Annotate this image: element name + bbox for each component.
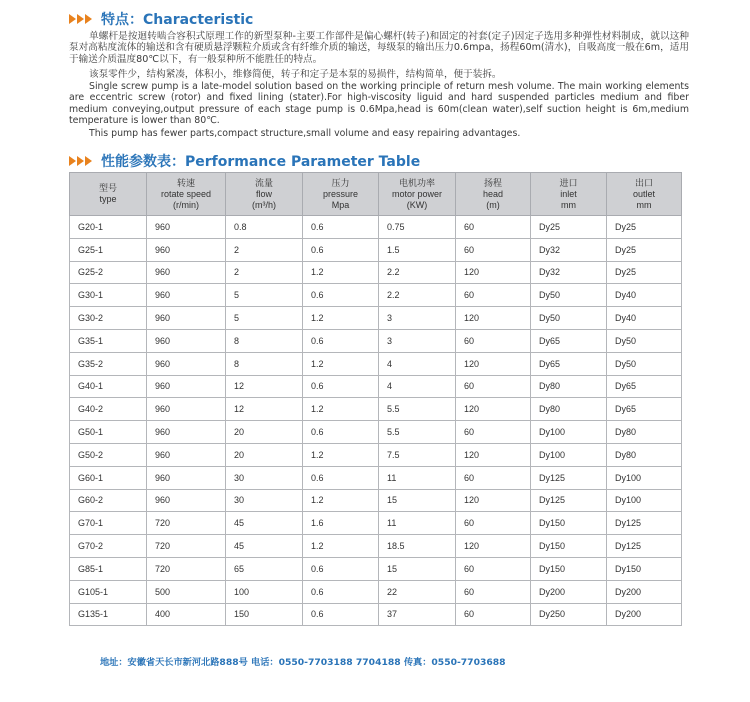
table-cell: 11	[379, 512, 456, 535]
description-text: 单螺杆是按迴转啮合容积式原理工作的新型泵种-主要工作部件是偏心螺杆(转子)和固定的衬套(定子)因定子选用多种弹性材料制成，就以这种泵对高粘度流体的输送和含有硬质悬浮颗粒介质或含有纤维介质的输送，每级泵的输出压力0.6mpa，扬程60m(清水)，自吸高度一般在6m，适用于输送介质温度80℃以下，有一般泵种所不能胜任的特点。	[69, 31, 689, 65]
table-cell: Dy25	[607, 261, 682, 284]
column-header-zh: 扬程	[483, 177, 502, 188]
table-cell: 500	[147, 580, 226, 603]
table-cell: G25-1	[70, 238, 147, 261]
table-row	[70, 261, 682, 284]
table-cell: 4	[379, 352, 456, 375]
table-cell: G40-1	[70, 375, 147, 398]
column-header	[70, 173, 147, 216]
column-header-en: outlet	[632, 188, 656, 199]
section-title: 特点：Characteristic	[101, 12, 254, 28]
column-header-en: motor power	[391, 188, 443, 199]
table-cell: 0.8	[226, 216, 303, 239]
table-cell: 0.6	[303, 238, 379, 261]
table-cell: 20	[226, 421, 303, 444]
table-cell: 1.2	[303, 443, 379, 466]
description-zh-1	[69, 31, 689, 65]
column-header	[147, 173, 226, 216]
table-cell: Dy150	[531, 512, 607, 535]
table-cell: G40-2	[70, 398, 147, 421]
table-cell: 2.2	[379, 284, 456, 307]
table-cell: Dy125	[607, 512, 682, 535]
table-cell: 5.5	[379, 421, 456, 444]
table-cell: Dy100	[531, 421, 607, 444]
table-cell: 960	[147, 398, 226, 421]
table-row	[70, 466, 682, 489]
table-cell: 1.2	[303, 261, 379, 284]
table-cell: 2	[226, 238, 303, 261]
table-cell: Dy80	[607, 421, 682, 444]
table-cell: 960	[147, 352, 226, 375]
table-cell: G85-1	[70, 557, 147, 580]
column-header-unit: mm	[561, 199, 576, 210]
table-cell: 12	[226, 398, 303, 421]
table-cell: 120	[456, 352, 531, 375]
column-header-unit: (m³/h)	[252, 199, 276, 210]
table-cell: 60	[456, 238, 531, 261]
table-cell: 60	[456, 603, 531, 626]
column-header-en: flow	[255, 188, 272, 199]
table-row	[70, 443, 682, 466]
column-header	[456, 173, 531, 216]
table-cell: 100	[226, 580, 303, 603]
table-body	[70, 216, 682, 626]
table-cell: Dy65	[607, 375, 682, 398]
table-cell: Dy150	[531, 535, 607, 558]
column-header-en: type	[99, 194, 117, 204]
table-cell: 120	[456, 398, 531, 421]
table-cell: 150	[226, 603, 303, 626]
table-cell: 0.6	[303, 603, 379, 626]
column-header	[303, 173, 379, 216]
table-cell: 960	[147, 238, 226, 261]
table-cell: 120	[456, 535, 531, 558]
description-text: This pump has fewer parts,compact structure,small volume and easy repairing advantages.	[89, 128, 521, 139]
table-cell: 960	[147, 443, 226, 466]
table-cell: 60	[456, 557, 531, 580]
column-header	[531, 173, 607, 216]
table-cell: 0.75	[379, 216, 456, 239]
table-cell: 5.5	[379, 398, 456, 421]
table-cell: 8	[226, 329, 303, 352]
table-cell: 11	[379, 466, 456, 489]
column-header-zh: 流量	[254, 177, 273, 188]
table-row	[70, 375, 682, 398]
column-header-en: rotate speed	[160, 188, 212, 199]
description-en-2	[69, 128, 689, 139]
table-cell: Dy40	[607, 284, 682, 307]
column-header-zh: 转速	[176, 177, 195, 188]
table-cell: Dy100	[607, 489, 682, 512]
table-cell: 60	[456, 466, 531, 489]
table-cell: 720	[147, 512, 226, 535]
column-header-zh: 进口	[559, 177, 578, 188]
table-cell: 960	[147, 375, 226, 398]
table-cell: Dy40	[607, 307, 682, 330]
table-cell: 5	[226, 307, 303, 330]
table-cell: 0.6	[303, 557, 379, 580]
table-cell: G50-2	[70, 443, 147, 466]
description-text: 该泵零件少，结构紧凑，体积小，维修简便，转子和定子是本泵的易损件，结构简单，便于装拆。	[89, 69, 502, 80]
table-cell: G50-1	[70, 421, 147, 444]
column-header-en: head	[482, 188, 504, 199]
table-cell: Dy100	[531, 443, 607, 466]
table-cell: Dy200	[607, 603, 682, 626]
table-cell: G70-2	[70, 535, 147, 558]
table-cell: G35-1	[70, 329, 147, 352]
double-arrow-icon	[69, 14, 93, 24]
table-cell: Dy125	[607, 535, 682, 558]
table-row	[70, 580, 682, 603]
table-cell: 60	[456, 329, 531, 352]
table-cell: 30	[226, 466, 303, 489]
table-cell: 120	[456, 443, 531, 466]
table-cell: 1.2	[303, 307, 379, 330]
table-cell: 0.6	[303, 580, 379, 603]
table-cell: Dy65	[531, 329, 607, 352]
table-cell: 960	[147, 329, 226, 352]
column-header-zh: 出口	[634, 177, 653, 188]
table-row	[70, 535, 682, 558]
table-row	[70, 421, 682, 444]
table-row	[70, 352, 682, 375]
table-cell: 720	[147, 535, 226, 558]
table-cell: 45	[226, 512, 303, 535]
column-header-unit: mm	[636, 199, 652, 210]
table-cell: 960	[147, 284, 226, 307]
column-header-unit: Mpa	[331, 199, 350, 210]
table-cell: 0.6	[303, 375, 379, 398]
table-cell: Dy25	[607, 238, 682, 261]
column-header-unit: (m)	[486, 199, 500, 210]
section-title: 性能参数表：Performance Parameter Table	[101, 154, 421, 170]
description-en-1	[69, 81, 689, 126]
table-cell: G60-1	[70, 466, 147, 489]
table-cell: Dy32	[531, 261, 607, 284]
double-arrow-icon	[69, 156, 93, 166]
table-cell: 0.6	[303, 216, 379, 239]
table-cell: 960	[147, 307, 226, 330]
table-cell: Dy50	[531, 307, 607, 330]
table-cell: 0.6	[303, 421, 379, 444]
table-cell: G70-1	[70, 512, 147, 535]
table-cell: 37	[379, 603, 456, 626]
table-cell: Dy80	[531, 398, 607, 421]
table-cell: 1.2	[303, 535, 379, 558]
table-cell: 15	[379, 557, 456, 580]
table-cell: 0.6	[303, 284, 379, 307]
table-cell: 8	[226, 352, 303, 375]
table-cell: Dy250	[531, 603, 607, 626]
column-header-zh: 型号	[98, 183, 117, 193]
table-cell: 400	[147, 603, 226, 626]
table-cell: 1.2	[303, 352, 379, 375]
column-header	[607, 173, 682, 216]
table-cell: 720	[147, 557, 226, 580]
table-cell: 2.2	[379, 261, 456, 284]
table-cell: G60-2	[70, 489, 147, 512]
table-cell: 60	[456, 512, 531, 535]
table-row	[70, 307, 682, 330]
table-cell: 3	[379, 329, 456, 352]
table-cell: 120	[456, 261, 531, 284]
table-cell: 3	[379, 307, 456, 330]
table-cell: Dy32	[531, 238, 607, 261]
column-header	[379, 173, 456, 216]
table-cell: Dy200	[607, 580, 682, 603]
table-cell: 60	[456, 284, 531, 307]
table-cell: 65	[226, 557, 303, 580]
table-cell: Dy80	[607, 443, 682, 466]
table-cell: 15	[379, 489, 456, 512]
column-header-en: pressure	[322, 188, 358, 199]
table-row	[70, 398, 682, 421]
table-cell: G35-2	[70, 352, 147, 375]
table-cell: Dy125	[531, 489, 607, 512]
table-cell: 45	[226, 535, 303, 558]
table-cell: 12	[226, 375, 303, 398]
table-cell: 1.6	[303, 512, 379, 535]
table-row	[70, 512, 682, 535]
table-cell: 60	[456, 375, 531, 398]
table-cell: 18.5	[379, 535, 456, 558]
table-cell: G25-2	[70, 261, 147, 284]
section-heading-performance	[69, 151, 420, 171]
table-cell: 30	[226, 489, 303, 512]
column-header-en: inlet	[560, 188, 577, 199]
table-row	[70, 238, 682, 261]
table-cell: G30-1	[70, 284, 147, 307]
table-cell: 1.2	[303, 489, 379, 512]
table-cell: 960	[147, 466, 226, 489]
column-header-unit: (r/min)	[173, 199, 199, 210]
table-cell: Dy150	[607, 557, 682, 580]
table-cell: 120	[456, 307, 531, 330]
section-heading-characteristic	[69, 9, 253, 29]
column-header-zh: 压力	[331, 177, 350, 188]
table-cell: Dy65	[531, 352, 607, 375]
table-cell: 60	[456, 421, 531, 444]
table-cell: 22	[379, 580, 456, 603]
table-cell: G105-1	[70, 580, 147, 603]
table-cell: 60	[456, 216, 531, 239]
table-cell: Dy25	[607, 216, 682, 239]
table-cell: Dy65	[607, 398, 682, 421]
table-cell: Dy150	[531, 557, 607, 580]
table-row	[70, 557, 682, 580]
table-cell: 120	[456, 489, 531, 512]
column-header-unit: (KW)	[406, 199, 428, 210]
table-cell: 20	[226, 443, 303, 466]
column-header	[226, 173, 303, 216]
table-cell: Dy200	[531, 580, 607, 603]
table-row	[70, 329, 682, 352]
table-cell: 5	[226, 284, 303, 307]
table-cell: 1.5	[379, 238, 456, 261]
description-text: Single screw pump is a late-model solution based on the working principle of return mesh volume. The main working elements are eccentric screw (rotor) and fixed lining (stater).For high-viscosity liguid and hard suspended particles medium and fiber medium conveying,output pressure of each stage pump is 0.6Mpa,head is 60m(clean water),self suction height is 6m,medium temperature is lower than 80℃.	[69, 81, 689, 126]
table-cell: G20-1	[70, 216, 147, 239]
table-cell: 960	[147, 489, 226, 512]
table-cell: 960	[147, 216, 226, 239]
table-row	[70, 216, 682, 239]
table-cell: Dy80	[531, 375, 607, 398]
table-cell: Dy50	[531, 284, 607, 307]
table-cell: 0.6	[303, 329, 379, 352]
table-row	[70, 284, 682, 307]
table-cell: Dy50	[607, 352, 682, 375]
table-cell: Dy50	[607, 329, 682, 352]
table-cell: Dy100	[607, 466, 682, 489]
contact-footer: 地址：安徽省天长市新河北路888号 电话：0550-7703188 7704188 传真：0550-7703688	[100, 657, 506, 668]
table-cell: G135-1	[70, 603, 147, 626]
table-cell: 60	[456, 580, 531, 603]
table-cell: Dy25	[531, 216, 607, 239]
table-row	[70, 603, 682, 626]
table-header-row	[70, 173, 682, 216]
column-header-zh: 电机功率	[398, 177, 435, 188]
table-cell: G30-2	[70, 307, 147, 330]
performance-table	[69, 172, 682, 626]
table-cell: 1.2	[303, 398, 379, 421]
table-cell: 2	[226, 261, 303, 284]
table-cell: 960	[147, 261, 226, 284]
table-cell: 7.5	[379, 443, 456, 466]
table-row	[70, 489, 682, 512]
table-cell: 0.6	[303, 466, 379, 489]
table-cell: 960	[147, 421, 226, 444]
description-zh-2	[69, 69, 689, 80]
table-cell: Dy125	[531, 466, 607, 489]
table-cell: 4	[379, 375, 456, 398]
